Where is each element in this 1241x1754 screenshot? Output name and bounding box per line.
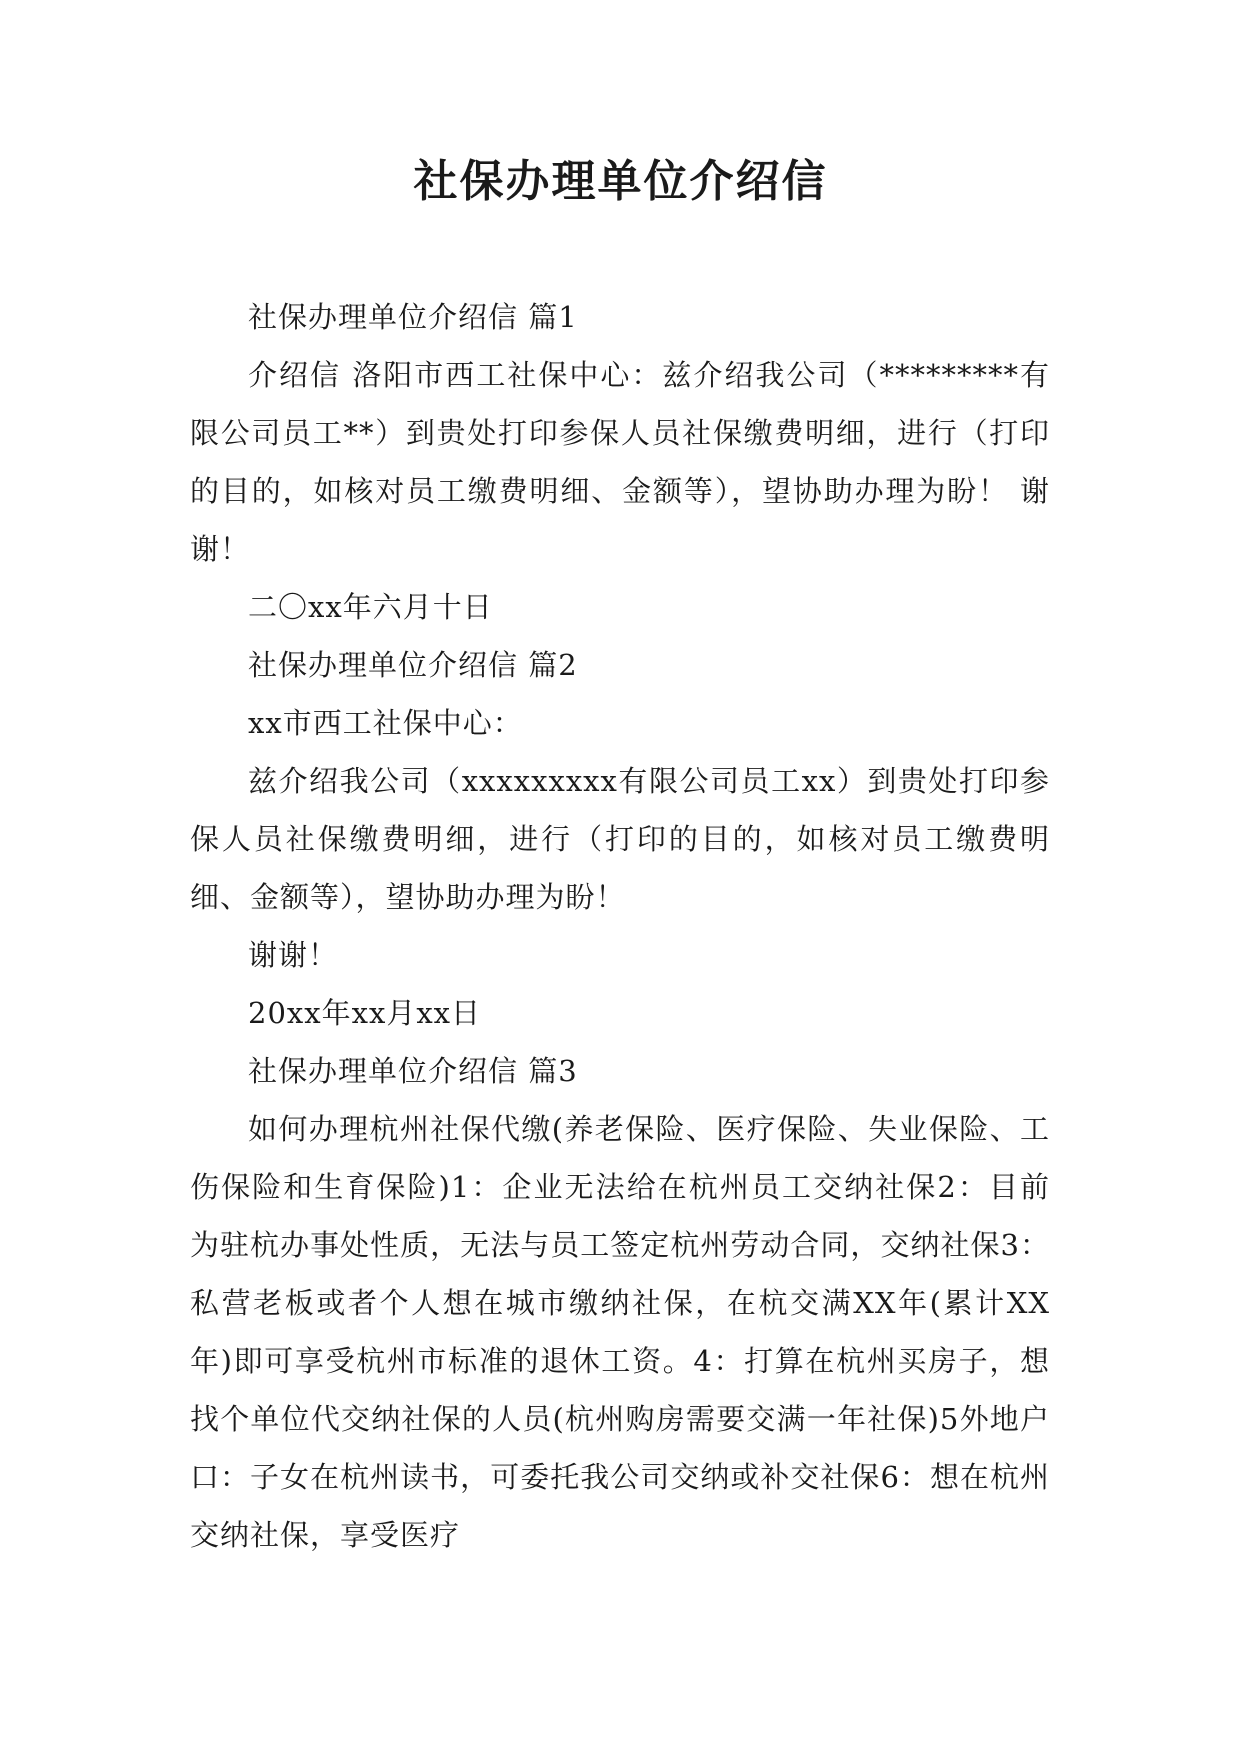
letter-2-date: 20xx年xx月xx日 (248, 996, 482, 1030)
section-heading-1: 社保办理单位介绍信 篇1 (248, 300, 578, 334)
section-heading-2: 社保办理单位介绍信 篇2 (248, 648, 578, 682)
letter-2-body: 兹介绍我公司（xxxxxxxxx有限公司员工xx）到贵处打印参保人员社保缴费明细，进行（打印的目的，如核对员工缴费明细、金额等），望协助办理为盼！ (190, 764, 1050, 914)
letter-2-thanks: 谢谢！ (248, 938, 339, 972)
letter-1-date: 二〇xx年六月十日 (248, 590, 493, 624)
section-heading-3: 社保办理单位介绍信 篇3 (248, 1054, 578, 1088)
document-title: 社保办理单位介绍信 (413, 156, 828, 207)
letter-1-body: 介绍信 洛阳市西工社保中心：兹介绍我公司（*********有限公司员工**）到贵处打印参保人员社保缴费明细，进行（打印的目的，如核对员工缴费明细、金额等），望协助办理为盼！ 谢谢！ (190, 358, 1050, 566)
section-3-body: 如何办理杭州社保代缴(养老保险、医疗保险、失业保险、工伤保险和生育保险)1：企业无法给在杭州员工交纳社保2：目前为驻杭办事处性质，无法与员工签定杭州劳动合同，交纳社保3：私营老板或者个人想在城市缴纳社保，在杭交满XX年(累计XX年)即可享受杭州市标准的退休工资。4：打算在杭州买房子，想找个单位代交纳社保的人员(杭州购房需要交满一年社保)5外地户口：子女在杭州读书，可委托我公司交纳或补交社保6：想在杭州交纳社保，享受医疗 (190, 1112, 1050, 1552)
document-body (190, 288, 1050, 1564)
letter-2-recipient: xx市西工社保中心： (248, 706, 523, 740)
